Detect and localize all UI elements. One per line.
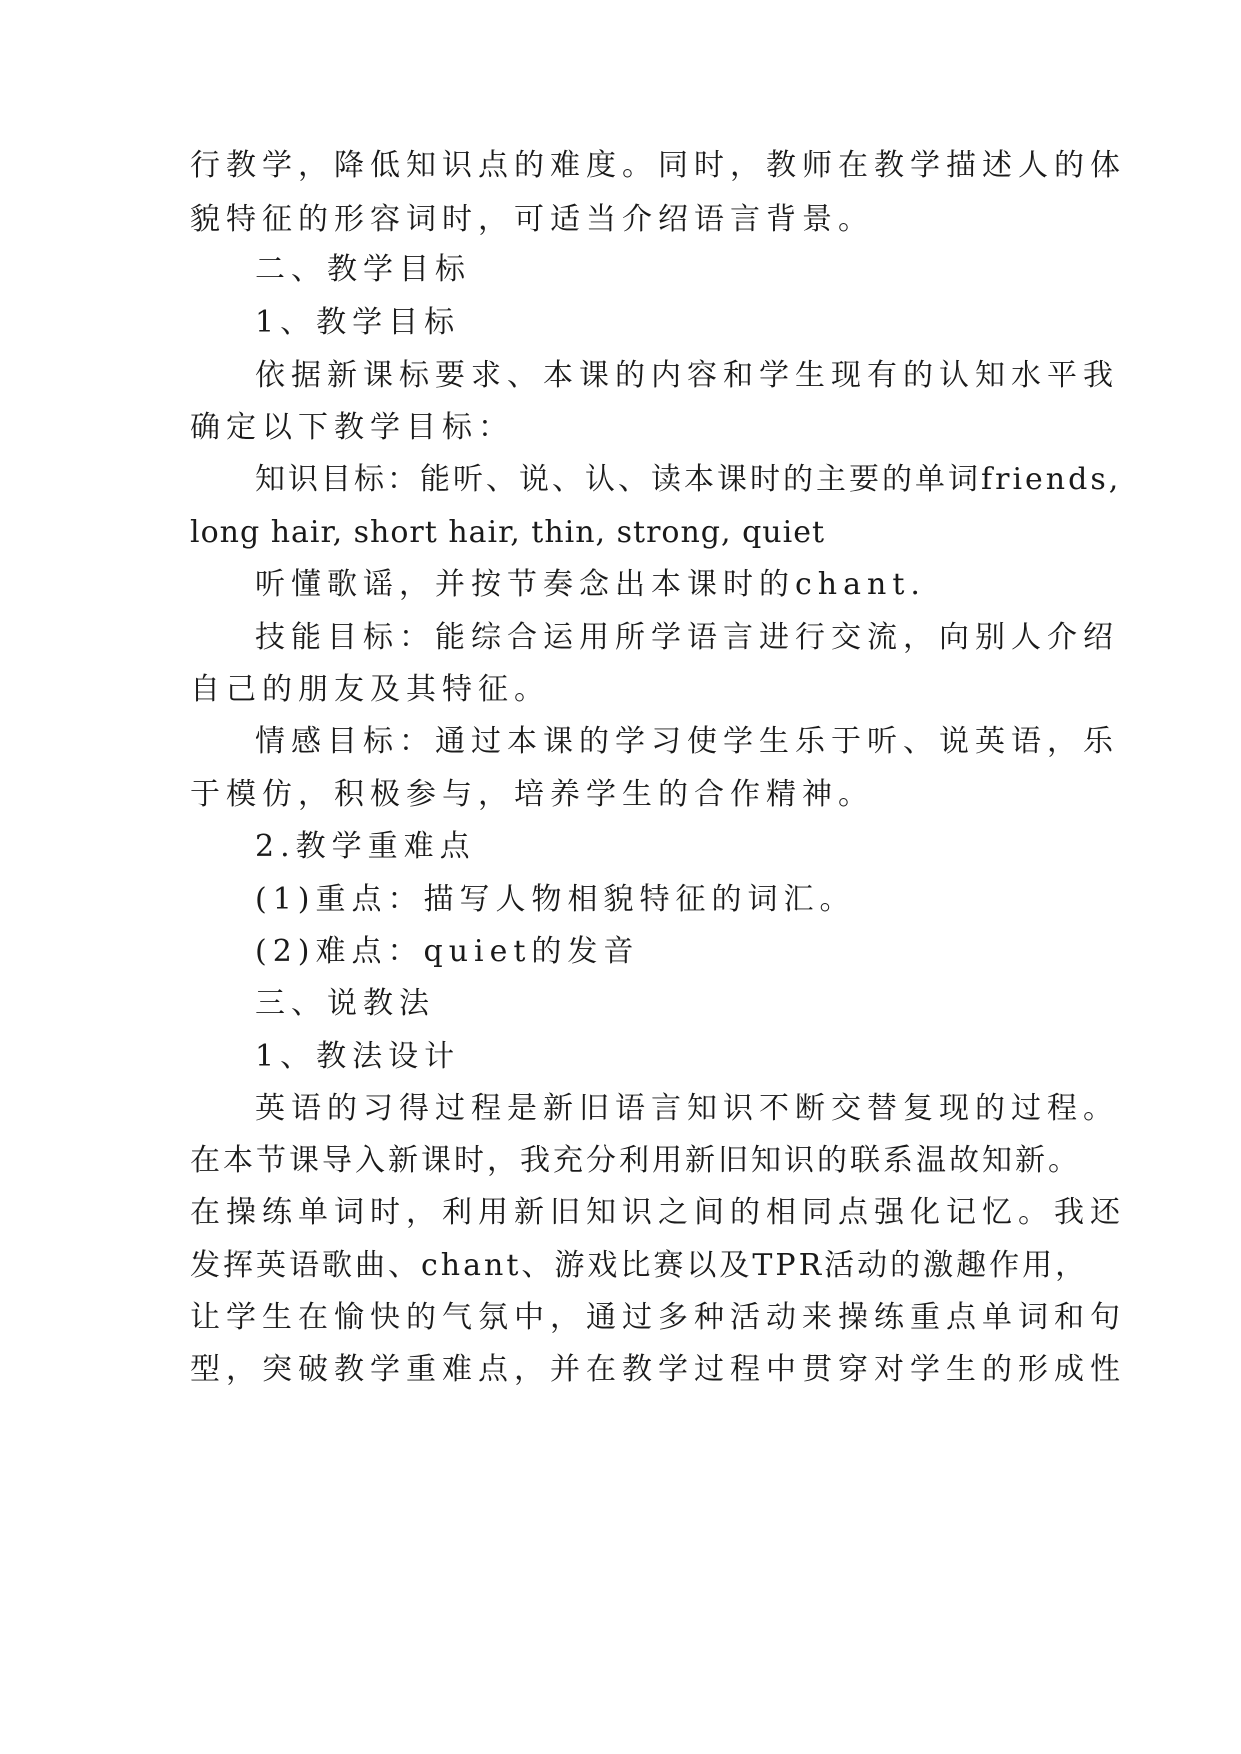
text-line: 让学生在愉快的气氛中，通过多种活动来操练重点单词和句 xyxy=(190,1300,1126,1335)
text-line: long hair, short hair, thin, strong, quiet xyxy=(190,515,826,550)
text-line: (1)重点：描写人物相貌特征的词汇。 xyxy=(255,882,856,917)
text-line: 知识目标：能听、说、认、读本课时的主要的单词friends, xyxy=(255,462,1122,497)
text-line: (2)难点：quiet的发音 xyxy=(255,934,640,969)
section-heading: 二、教学目标 xyxy=(255,252,471,287)
subsection-heading: 1、教法设计 xyxy=(255,1039,461,1074)
text-line: 貌特征的形容词时，可适当介绍语言背景。 xyxy=(190,202,874,237)
subsection-heading: 1、教学目标 xyxy=(255,305,461,340)
section-heading: 三、说教法 xyxy=(255,986,435,1021)
subsection-heading: 2.教学重难点 xyxy=(255,829,476,864)
text-line: 在本节课导入新课时，我充分利用新旧知识的联系温故知新。 xyxy=(190,1143,1081,1178)
text-line: 行教学，降低知识点的难度。同时，教师在教学描述人的体 xyxy=(190,148,1126,183)
text-line: 技能目标：能综合运用所学语言进行交流，向别人介绍 xyxy=(255,620,1119,655)
text-line: 型，突破教学重难点，并在教学过程中贯穿对学生的形成性 xyxy=(190,1352,1126,1387)
text-line: 确定以下教学目标： xyxy=(190,410,514,445)
text-line: 英语的习得过程是新旧语言知识不断交替复现的过程。 xyxy=(255,1091,1119,1126)
text-line: 在操练单词时，利用新旧知识之间的相同点强化记忆。我还 xyxy=(190,1195,1126,1230)
text-line: 自己的朋友及其特征。 xyxy=(190,672,550,707)
text-line: 情感目标：通过本课的学习使学生乐于听、说英语，乐 xyxy=(255,724,1119,759)
text-line: 发挥英语歌曲、chant、游戏比赛以及TPR活动的激趣作用， xyxy=(190,1248,1089,1283)
text-line: 依据新课标要求、本课的内容和学生现有的认知水平我 xyxy=(255,358,1119,393)
text-line: 于模仿，积极参与，培养学生的合作精神。 xyxy=(190,777,874,812)
text-line: 听懂歌谣，并按节奏念出本课时的chant. xyxy=(255,567,926,602)
